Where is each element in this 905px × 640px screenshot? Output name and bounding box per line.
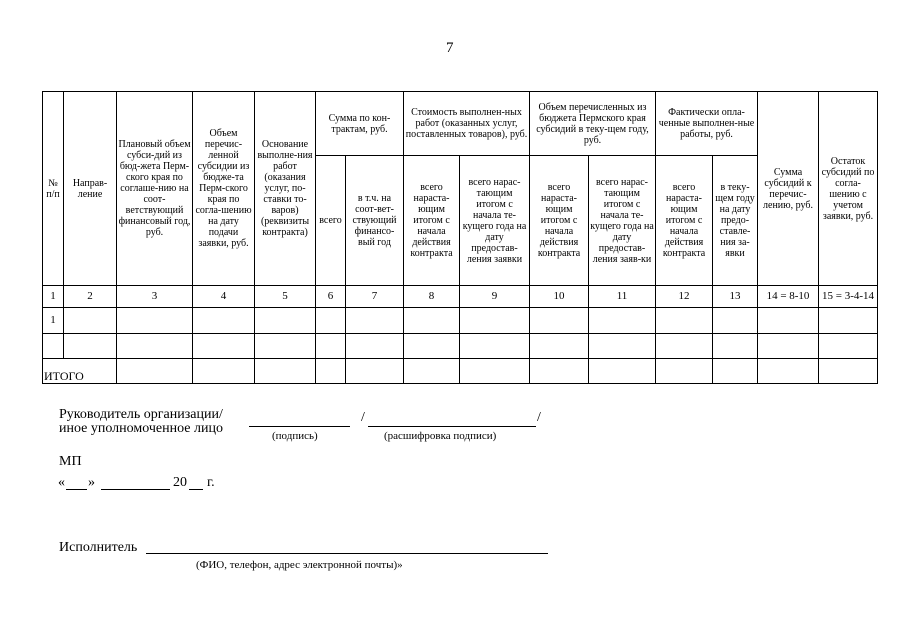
subheader-cost-year: всего нарас-тающим итогом с начала те-кущего года на дату предостав-ления заявки <box>460 156 530 286</box>
header-col-transferred-subsidy: Объем перечис-ленной субсидии из бюдже-та Перм-ского края по согла-шению на дату подачи заявки, руб. <box>193 92 255 286</box>
slash-open: / <box>361 410 365 425</box>
caption-signature: (подпись) <box>272 430 318 442</box>
subheader-contract-total: всего <box>316 156 346 286</box>
header-group-paid-works: Фактически опла-ченные выполнен-ные работы, руб. <box>656 92 758 156</box>
date-year-suffix: г. <box>207 475 215 490</box>
header-col-sum-to-transfer: Сумма субсидий к перечис-лению, руб. <box>758 92 819 286</box>
page-number: 7 <box>446 40 454 56</box>
column-number: 6 <box>316 286 346 308</box>
date-year-prefix: 20 <box>173 475 187 490</box>
table-row <box>43 334 878 359</box>
row-number: 1 <box>43 308 64 334</box>
subheader-contract-year: в т.ч. на соот-вет-ствующий финансо-вый год <box>346 156 404 286</box>
header-group-contract-sum: Сумма по кон-трактам, руб. <box>316 92 404 156</box>
subheader-transferred-year: всего нарас-тающим итогом с начала те-кущего года на дату предостав-ления заяв-ки <box>589 156 656 286</box>
column-number: 2 <box>64 286 117 308</box>
signature-line <box>249 426 350 427</box>
header-group-transferred-current-year: Объем перечисленных из бюджета Пермского края субсидий в теку-щем году, руб. <box>530 92 656 156</box>
subheader-paid-total: всего нараста-ющим итогом с начала действия контракта <box>656 156 713 286</box>
head-label-line2: иное уполномоченное лицо <box>59 421 223 436</box>
column-number: 10 <box>530 286 589 308</box>
total-label: ИТОГО <box>43 359 117 384</box>
slash-close: / <box>537 410 541 425</box>
subsidy-request-table <box>42 91 878 384</box>
date-close-quote: » <box>88 475 95 490</box>
column-number: 11 <box>589 286 656 308</box>
stamp-label: МП <box>59 454 82 469</box>
header-col-number: № п/п <box>43 92 64 286</box>
header-col-planned-subsidy: Плановый объем субси-дий из бюд-жета Перм-ского края по соглаше-нию на соот-ветствующий финансовый год, руб. <box>117 92 193 286</box>
executor-label: Исполнитель <box>59 540 138 555</box>
column-number: 8 <box>404 286 460 308</box>
column-number: 13 <box>713 286 758 308</box>
caption-decode: (расшифровка подписи) <box>384 430 497 442</box>
executor-line <box>146 553 548 554</box>
column-number: 3 <box>117 286 193 308</box>
date-month-line <box>101 489 170 490</box>
header-col-direction: Направ-ление <box>64 92 117 286</box>
head-label-line1: Руководитель организации/ <box>59 407 223 422</box>
column-number: 12 <box>656 286 713 308</box>
header-col-basis: Основание выполне-ния работ (оказания услуг, по-ставки то-варов) (реквизиты контракта) <box>255 92 316 286</box>
executor-caption: (ФИО, телефон, адрес электронной почты)» <box>196 559 403 571</box>
total-row <box>43 359 878 384</box>
header-group-work-cost: Стоимость выполнен-ных работ (оказанных услуг, поставленных товаров), руб. <box>404 92 530 156</box>
subheader-cost-total: всего нараста-ющим итогом с начала действия контракта <box>404 156 460 286</box>
subheader-paid-year: в теку-щем году на дату предо-ставле-ния за-явки <box>713 156 758 286</box>
date-day-line <box>66 489 87 490</box>
column-number: 14 = 8-10 <box>758 286 819 308</box>
date-year-line <box>189 489 203 490</box>
column-number: 4 <box>193 286 255 308</box>
column-number: 15 = 3-4-14 <box>819 286 878 308</box>
column-number: 1 <box>43 286 64 308</box>
signature-decode-line <box>368 426 536 427</box>
subheader-transferred-total: всего нараста-ющим итогом с начала действия контракта <box>530 156 589 286</box>
date-open-quote: « <box>58 475 65 490</box>
column-number: 7 <box>346 286 404 308</box>
table-row <box>43 308 878 334</box>
column-number: 5 <box>255 286 316 308</box>
header-col-remainder: Остаток субсидий по согла-шению с учетом заявки, руб. <box>819 92 878 286</box>
column-number: 9 <box>460 286 530 308</box>
column-number-row <box>43 286 878 308</box>
